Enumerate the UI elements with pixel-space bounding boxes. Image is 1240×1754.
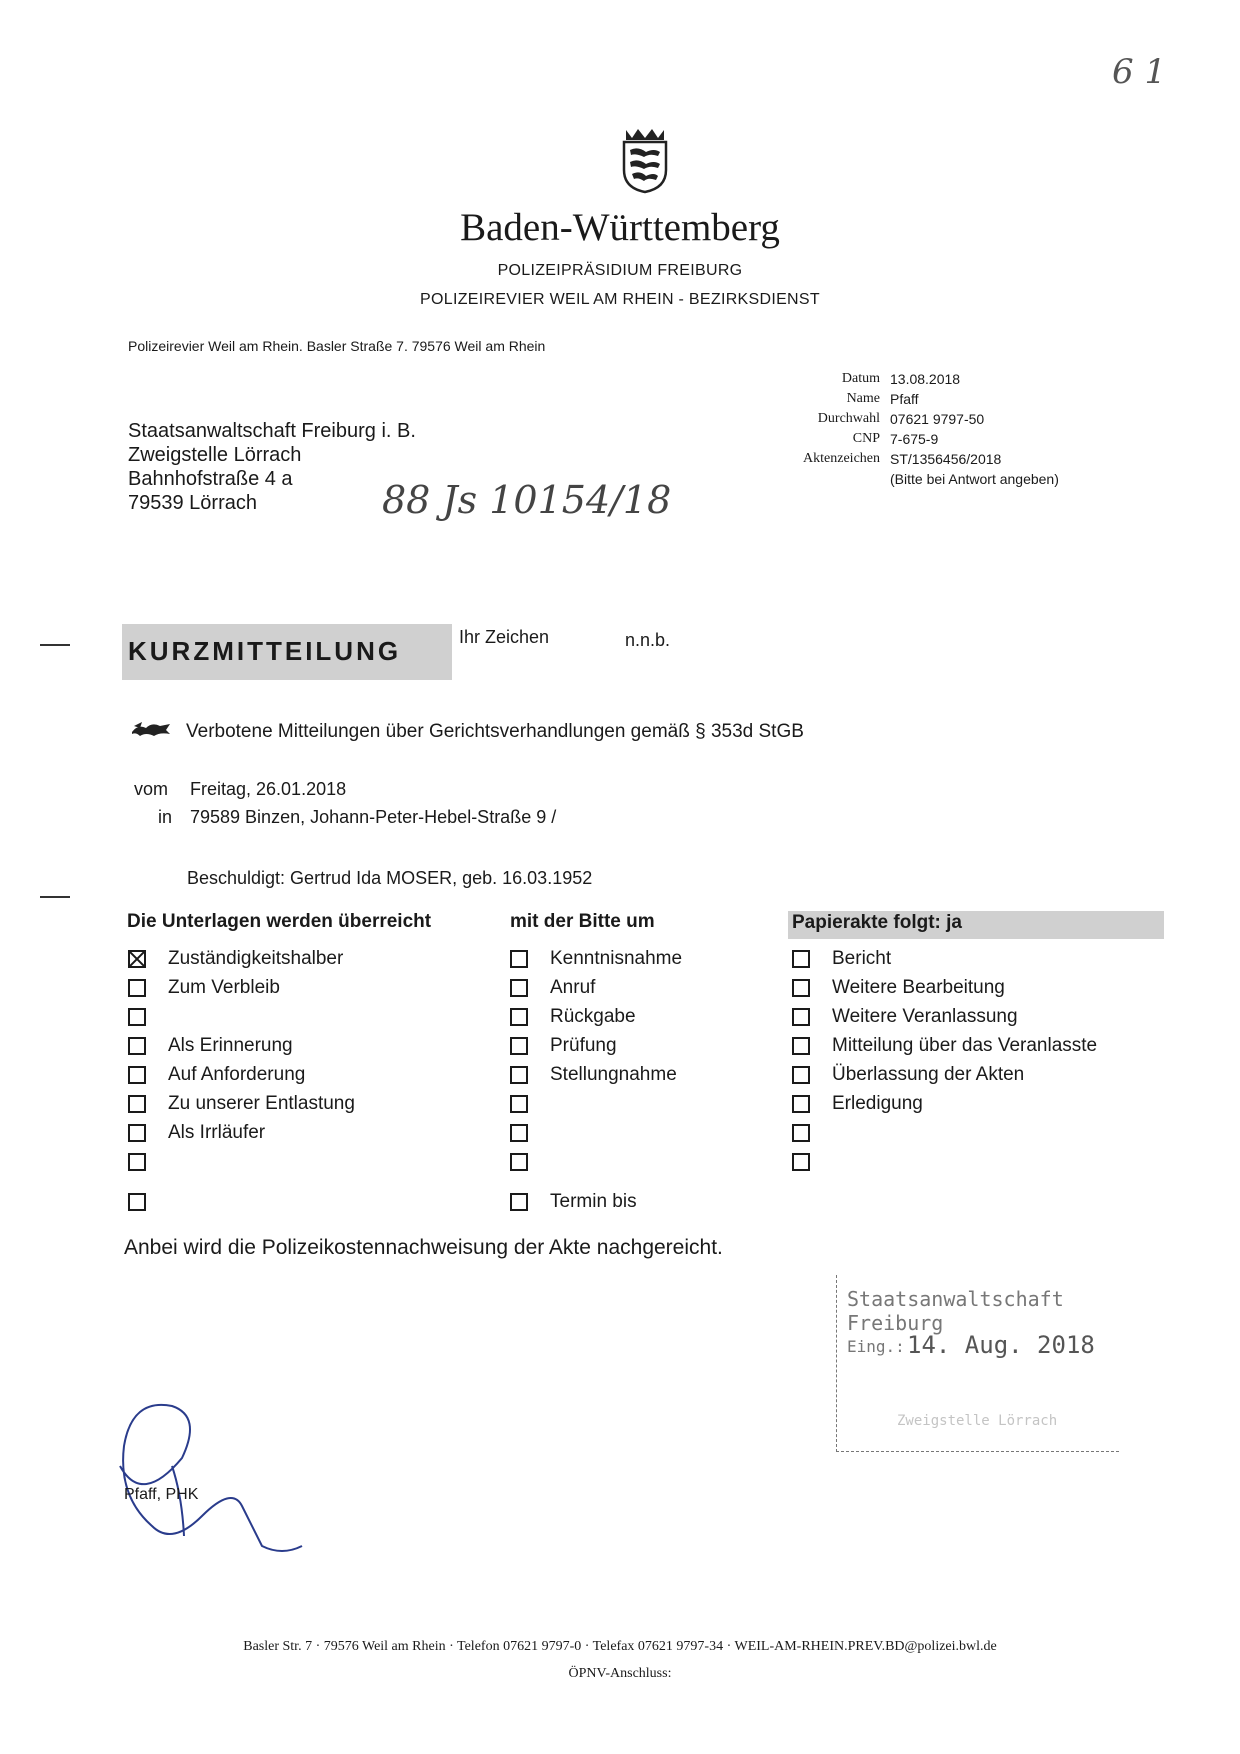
checkbox-row[interactable]	[792, 948, 891, 970]
margin-dash	[40, 896, 70, 898]
sender-line: Polizeirevier Weil am Rhein. Basler Straße 7. 79576 Weil am Rhein	[128, 338, 546, 354]
checkbox-row[interactable]	[792, 1006, 1018, 1028]
checkbox-label: Zu unserer Entlastung	[168, 1093, 355, 1114]
checkbox-row[interactable]	[792, 1122, 832, 1144]
vom-label: vom	[134, 779, 169, 799]
checkbox-row[interactable]	[128, 1006, 168, 1028]
checkbox[interactable]	[510, 1037, 528, 1055]
meta-value: 07621 9797-50	[890, 411, 985, 427]
footer-address: Basler Str. 7 · 79576 Weil am Rhein · Telefon 07621 9797-0 · Telefax 07621 9797-34 · WEIL-AM-RHEIN.PREV.BD@polizei.bwl.de	[243, 1639, 997, 1654]
checkbox-label: Anruf	[550, 977, 596, 998]
meta-label: CNP	[852, 431, 880, 446]
checkbox-label: Auf Anforderung	[168, 1064, 306, 1085]
checkbox[interactable]	[510, 1066, 528, 1084]
col3-heading: Papierakte folgt: ja	[792, 912, 962, 933]
checkbox-row[interactable]	[128, 948, 343, 970]
recipient-line: Bahnhofstraße 4 a	[128, 468, 293, 490]
checkbox[interactable]	[128, 1037, 146, 1055]
stamp-date: 14. Aug. 2018	[907, 1331, 1095, 1359]
footer-transit: ÖPNV-Anschluss:	[568, 1666, 672, 1681]
incident-info	[134, 775, 556, 831]
checkbox-row[interactable]	[128, 1064, 305, 1086]
ihr-zeichen-label: Ihr Zeichen	[459, 627, 550, 647]
checkbox[interactable]	[792, 1124, 810, 1142]
checkbox-row[interactable]	[510, 1035, 617, 1057]
margin-dash	[40, 644, 70, 646]
signature-name: Pfaff, PHK	[124, 1486, 199, 1503]
stamp-authority: Staatsanwaltschaft Freiburg	[847, 1287, 1064, 1335]
checkbox-label: Als Irrläufer	[168, 1122, 266, 1143]
checkbox[interactable]	[510, 950, 528, 968]
checkbox-label: Als Erinnerung	[168, 1035, 293, 1056]
checkbox-label: Mitteilung über das Veranlasste	[832, 1035, 1098, 1056]
checkbox-label: Kenntnisnahme	[550, 948, 683, 969]
meta-value: 13.08.2018	[890, 371, 961, 387]
checkbox[interactable]	[510, 979, 528, 997]
checkbox[interactable]	[510, 1124, 528, 1142]
checkbox-label: Erledigung	[832, 1093, 923, 1114]
col2-heading: mit der Bitte um	[510, 911, 655, 932]
checkbox-row[interactable]	[510, 1064, 677, 1086]
subject-line	[130, 720, 804, 744]
page-number-mark: 6 1	[1112, 52, 1167, 92]
checkbox[interactable]	[128, 979, 146, 997]
in-value: 79589 Binzen, Johann-Peter-Hebel-Straße 9 /	[190, 807, 557, 827]
stamp-branch: Zweigstelle Lörrach	[897, 1413, 1058, 1429]
checkbox-row[interactable]	[128, 1122, 265, 1144]
checkbox-row[interactable]	[510, 1122, 550, 1144]
meta-block	[760, 369, 1059, 489]
checkbox-row[interactable]	[510, 1093, 550, 1115]
stamp-label: Eing.:	[847, 1337, 905, 1356]
checkbox-row[interactable]	[792, 1035, 1097, 1057]
handwritten-reference: 88 Js 10154/18	[382, 478, 672, 522]
checkbox[interactable]	[792, 979, 810, 997]
checkbox-row[interactable]	[128, 1191, 168, 1213]
checkbox-row[interactable]	[792, 1151, 832, 1173]
checkbox[interactable]	[510, 1153, 528, 1171]
checkbox[interactable]	[128, 1008, 146, 1026]
checkbox[interactable]	[510, 1193, 528, 1211]
vom-value: Freitag, 26.01.2018	[190, 779, 347, 799]
checkbox[interactable]	[510, 1095, 528, 1113]
recipient-line: 79539 Lörrach	[128, 492, 257, 514]
coat-of-arms-icon	[618, 126, 672, 194]
checkbox-row[interactable]	[510, 1191, 637, 1213]
checkbox-label: Bericht	[832, 948, 892, 969]
checkbox[interactable]	[128, 1124, 146, 1142]
checkbox-label: Termin bis	[550, 1191, 637, 1212]
checkbox-row[interactable]	[128, 1151, 168, 1173]
received-stamp	[836, 1275, 1119, 1452]
meta-label: Durchwahl	[817, 411, 880, 426]
checkbox-label: Zum Verbleib	[168, 977, 280, 998]
ihr-zeichen-value: n.n.b.	[625, 630, 671, 650]
meta-label: Name	[846, 391, 880, 406]
checkbox[interactable]	[792, 950, 810, 968]
col1-heading: Die Unterlagen werden überreicht	[127, 911, 432, 932]
checkbox[interactable]	[128, 1193, 146, 1211]
checkbox[interactable]	[128, 1095, 146, 1113]
meta-value: ST/1356456/2018	[890, 451, 1002, 467]
checkbox[interactable]	[128, 1066, 146, 1084]
checkbox-label: Stellungnahme	[550, 1064, 677, 1085]
checkbox[interactable]	[792, 1153, 810, 1171]
signature-graphic	[112, 1396, 312, 1561]
checkbox-row[interactable]	[128, 1035, 293, 1057]
checkbox-label: Zuständigkeitshalber	[168, 948, 344, 969]
meta-note: (Bitte bei Antwort angeben)	[890, 471, 1059, 487]
checkbox[interactable]	[128, 1153, 146, 1171]
lion-icon	[130, 720, 172, 744]
checkbox-label: Überlassung der Akten	[832, 1064, 1025, 1085]
subject-text: Verbotene Mitteilungen über Gerichtsverhandlungen gemäß § 353d StGB	[186, 721, 804, 742]
brand-title: Baden-Württemberg	[460, 206, 780, 249]
document-title: KURZMITTEILUNG	[128, 636, 402, 666]
in-label: in	[158, 807, 173, 827]
checkbox-row[interactable]	[510, 948, 682, 970]
department: POLIZEIPRÄSIDIUM FREIBURG	[497, 262, 743, 279]
checkbox-row[interactable]	[128, 1093, 355, 1115]
meta-value: 7-675-9	[890, 431, 939, 447]
checkbox[interactable]	[792, 1037, 810, 1055]
checkbox-checked[interactable]	[128, 950, 146, 968]
checkbox[interactable]	[792, 1008, 810, 1026]
checkbox-row[interactable]	[510, 1006, 636, 1028]
recipient-line: Zweigstelle Lörrach	[128, 444, 302, 466]
checkbox-label: Rückgabe	[550, 1006, 636, 1027]
meta-value: Pfaff	[890, 391, 919, 407]
recipient-line: Staatsanwaltschaft Freiburg i. B.	[128, 420, 416, 442]
meta-label: Datum	[841, 371, 880, 386]
note-text: Anbei wird die Polizeikostennachweisung der Akte nachgereicht.	[124, 1236, 723, 1259]
recipient-address	[128, 419, 416, 515]
checkbox-row[interactable]	[128, 977, 280, 999]
checkbox-row[interactable]	[510, 977, 595, 999]
checkbox-row[interactable]	[792, 1093, 923, 1115]
meta-label: Aktenzeichen	[803, 451, 880, 466]
checkbox-row[interactable]	[792, 1064, 1024, 1086]
beschuldigt-line: Beschuldigt: Gertrud Ida MOSER, geb. 16.03.1952	[187, 868, 593, 888]
checkbox-label: Weitere Bearbeitung	[832, 977, 1005, 998]
checkbox-row[interactable]	[510, 1151, 550, 1173]
checkbox[interactable]	[792, 1095, 810, 1113]
checkbox-label: Prüfung	[550, 1035, 617, 1056]
checkbox-label: Weitere Veranlassung	[832, 1006, 1018, 1027]
unit: POLIZEIREVIER WEIL AM RHEIN - BEZIRKSDIENST	[420, 291, 820, 308]
checkbox-row[interactable]	[792, 977, 1005, 999]
checkbox[interactable]	[792, 1066, 810, 1084]
checkbox[interactable]	[510, 1008, 528, 1026]
